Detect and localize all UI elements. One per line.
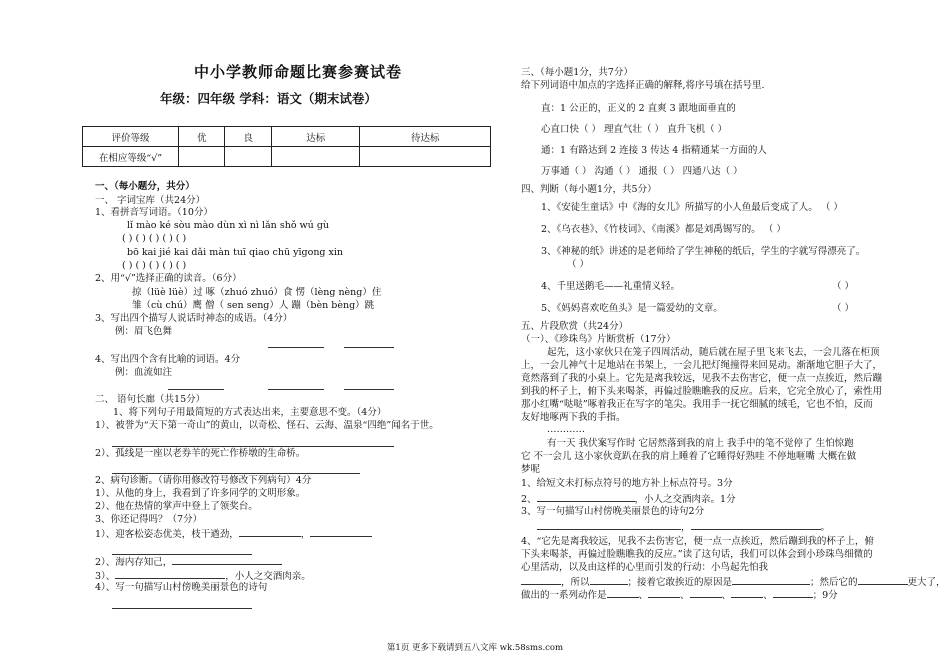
judgment-item[interactable]: 2、《乌衣巷》、《竹枝词》、《南溪》都是刘禹锡写的。 （ ） (541, 224, 786, 235)
question-text: 下头来喝茶，再偏过脸瞧瞧我的反应。”读了这句话，我们可以体会到小珍珠鸟细微的 (521, 549, 873, 560)
section-heading: 三、（每小题1分，共7分） (521, 67, 633, 78)
answer-brackets[interactable]: ( ) ( ) ( ) ( ) ( ) (122, 260, 187, 271)
table-cell[interactable] (225, 147, 271, 167)
answer-blank[interactable] (239, 527, 301, 537)
question-text: 1、给短文未打标点符号的地方补上标点符号。3分 (521, 478, 733, 489)
answer-connector: 更大了， (907, 577, 946, 588)
passage-line: 有一天 我伏案写作时 它居然落到我的肩上 我手中的笔不觉停了 生怕惊跑 (547, 438, 854, 449)
passage-line: 友好地啄两下我的手指。 (521, 412, 626, 423)
answer-blank[interactable] (648, 588, 680, 598)
definition-line: 直：1 公正的，正义的 2 直爽 3 跟地面垂直的 (541, 103, 736, 114)
section-heading: 二、 语句长廊（共15分） (95, 394, 206, 405)
table-header-cell: 优 (179, 127, 225, 147)
poem-prompt: 2）、海内存知己， (95, 557, 173, 568)
answer-blank[interactable] (344, 338, 394, 348)
answer-line (521, 575, 946, 589)
answer-blank[interactable] (115, 569, 225, 579)
question-text: 4、写出四个含有比喻的词语。4分 (95, 354, 241, 365)
pinyin-line: lǐ mào ké sòu mào dùn xì nì lǎn shǒ wú gù (127, 220, 330, 231)
choice-line[interactable]: 心直口快（ ） 理直气壮（ ） 直升飞机（ ） (541, 124, 728, 135)
ellipsis: ………… (547, 424, 585, 435)
answer-blank[interactable] (590, 575, 628, 585)
section-heading: 四、判断（每小题1分，共5分） (521, 184, 657, 195)
judgment-item[interactable]: 3、《神秘的纸》讲述的是老师给了学生神秘的纸后，学生的字就写得漂亮了。 (541, 246, 866, 257)
answer-blank[interactable] (537, 492, 635, 502)
poem-prompt: 3）、 (95, 571, 116, 582)
question-text: 1、将下列句子用最简短的方式表达出来，主要意思不变。（4分） (113, 407, 387, 418)
answer-blank[interactable] (112, 464, 360, 474)
table-cell[interactable] (271, 147, 360, 167)
punctuation: 。 (820, 522, 831, 533)
answer-blank[interactable] (344, 380, 394, 390)
passage-line: 那小红嘴“哒哒”啄着我正在写字的笔尖。我用手一抚它细腻的绒毛，它也不怕，反而 (521, 399, 873, 410)
subsection-heading: （一）、《珍珠鸟》片断赏析（17分） (521, 334, 676, 345)
answer-suffix: ；9分 (812, 590, 838, 601)
answer-blank[interactable] (310, 527, 372, 537)
answer-blank[interactable] (731, 588, 763, 598)
example-text: 例：血流如注 (115, 367, 173, 378)
answer-blank[interactable] (858, 575, 908, 585)
answer-blank[interactable] (112, 437, 394, 447)
answer-line (537, 520, 830, 534)
answer-prompt: 做出的一系列动作是 (521, 590, 607, 601)
table-header-cell: 达标 (271, 127, 360, 147)
table-row-label: 在相应等级“√” (83, 147, 179, 167)
question-text (95, 527, 372, 541)
answer-brackets[interactable]: ( ) ( ) ( ) ( ) ( ) (122, 233, 187, 244)
judgment-bracket[interactable]: （ ） (832, 303, 855, 314)
answer-blank[interactable] (521, 575, 561, 585)
question-text: 4、“它先是离我较远，见我不去伤害它，便一点一点挨近，然后蹦到我的杯子上，俯 (521, 536, 874, 547)
example-text: 例：眉飞色舞 (115, 326, 173, 337)
question-text: 1）、从他的身上，我看到了许多同学的文明形象。 (95, 488, 306, 499)
poem-prompt: 1）、迎客松姿态优美，枝干遒劲， (95, 529, 239, 540)
page-footer: 第1页 更多下载请到五八文库 wk.58sms.com (386, 643, 564, 653)
page-title: 中小学教师命题比赛参赛试卷 (194, 63, 403, 81)
question-text: 心里活动，以及由这样的心里而引发的行动：小鸟起先怕我 (521, 562, 769, 573)
instruction-text: 给下列词语中加点的字选择正确的解释,将序号填在括号里. (521, 80, 765, 91)
table-header-cell: 待达标 (360, 127, 491, 147)
question-text: 1、看拼音写词语。（10分） (95, 207, 213, 218)
pronunciation-line[interactable]: 掠（lüè lüè）过 啄（zhuó zhuó）食 愣（lèng nèng）住 (132, 287, 382, 298)
answer-blank[interactable] (690, 588, 722, 598)
passage-line: 它 不一会儿 这小家伙竟趴在我的肩上睡着了它睡得好熟哇 不停地咂嘴 大概在做 (521, 451, 857, 462)
answer-blank[interactable] (732, 575, 810, 585)
punctuation: ， (681, 522, 691, 533)
judgment-item[interactable]: 1、《安徒生童话》中《海的女儿》所描写的小人鱼最后变成了人。 （ ） (541, 202, 843, 213)
answer-connector: ；接着它敢挨近的原因是 (627, 577, 733, 588)
table-header-cell: 良 (225, 127, 271, 147)
table-row (83, 127, 491, 147)
answer-blank[interactable] (607, 588, 639, 598)
answer-blank[interactable] (268, 338, 324, 348)
answer-blank[interactable] (168, 380, 224, 390)
answer-blank[interactable] (537, 520, 681, 530)
question-text: 2、用“√”选择正确的读音。（6分） (95, 273, 242, 284)
judgment-item[interactable]: 5、《妈妈喜欢吃鱼头》是一篇爱幼的文章。 (541, 303, 723, 314)
section-1-title: 一、（每小题分，共分） (95, 181, 195, 192)
section-heading: 一、 字词宝库（共24分） (95, 195, 206, 206)
passage-line: 梦呢 (521, 464, 541, 475)
answer-blank[interactable] (172, 555, 282, 565)
answer-blank[interactable] (268, 380, 324, 390)
page-subtitle: 年级：四年级 学科：语文（期末试卷） (160, 91, 377, 106)
table-cell[interactable] (360, 147, 491, 167)
evaluation-table (82, 126, 491, 167)
question-text: 2）、他在热情的掌声中登上了领奖台。 (95, 501, 258, 512)
question-text (521, 492, 736, 506)
table-row (83, 147, 491, 167)
question-text: 4）、写一句描写山村傍晚美丽景色的诗句 (95, 582, 268, 593)
judgment-bracket[interactable]: （ ） (567, 259, 590, 270)
definition-line: 通：1 有路达到 2 连接 3 传达 4 指精通某一方面的人 (541, 145, 767, 156)
passage-line: 上，一会儿神气十足地站在书架上，一会儿把灯绳撞得来回晃动。渐渐地它胆子大了， (521, 360, 883, 371)
table-header-cell: 评价等级 (83, 127, 179, 147)
question-number: 2、 (521, 494, 537, 505)
question-text: 3、写一句描写山村傍晚美丽景色的诗句2分 (521, 506, 705, 517)
question-text (95, 569, 311, 583)
question-text (95, 555, 282, 569)
table-cell[interactable] (179, 147, 225, 167)
answer-blank[interactable] (112, 545, 252, 555)
judgment-item[interactable]: 4、千里送鹅毛——礼重情义轻。 (541, 281, 681, 292)
choice-line[interactable]: 万事通（ ） 沟通（ ） 通报（ ） 四通八达（ ） (541, 166, 743, 177)
passage-line: 竟然落到了我的小桌上。它先是离我较远，见我不去伤害它，便一点一点挨近，然后蹦 (521, 373, 883, 384)
passage-line: 到我的杯子上，俯下头来喝茶，再偏过脸瞧瞧我的反应。后来，它完全放心了，索性用 (521, 386, 883, 397)
answer-blank[interactable] (112, 599, 252, 609)
answer-connector: ；然后它的 (810, 577, 858, 588)
question-text: 1）、被誉为“天下第一奇山”的黄山，以奇松、怪石、云海、温泉“四绝”闻名于世。 (95, 420, 439, 431)
question-text: 2）、孤线是一座以老券羊的死亡作桥墩的生命桥。 (95, 448, 306, 459)
pinyin-line: bō kai jié kai dǎi màn tuī qiao chū yīgong xin (127, 247, 344, 258)
answer-blank[interactable] (691, 520, 821, 530)
passage-line: 起先，这小家伙只在笼子四周活动，随后就在屋子里飞来飞去，一会儿落在柜顶 (547, 347, 880, 358)
judgment-bracket[interactable]: （ ） (832, 281, 855, 292)
poem-suffix: ，小人之交酒肉亲。 (225, 571, 311, 582)
answer-connector: ，所以 (561, 577, 590, 588)
question-text: 3、写出四个描写人说话时神态的成语。（4分） (95, 313, 293, 324)
answer-blank[interactable] (773, 588, 813, 598)
question-text: 3、你还记得吗？（7分） (95, 514, 203, 525)
question-text: 2、病句诊断。（请你用修改符号修改下列病句）4分 (95, 475, 312, 486)
question-suffix: ，小人之交酒肉亲。1分 (634, 494, 736, 505)
answer-line: 做出的一系列动作是 、 、 、 、 ；9分 (521, 590, 838, 601)
section-heading: 五、片段欣赏（共24分） (521, 321, 629, 332)
pronunciation-line[interactable]: 雏（cù chú）鹰 僧（ sen seng）人 蹦（bèn bèng）跳 (132, 300, 375, 311)
punctuation: ， (300, 529, 311, 540)
